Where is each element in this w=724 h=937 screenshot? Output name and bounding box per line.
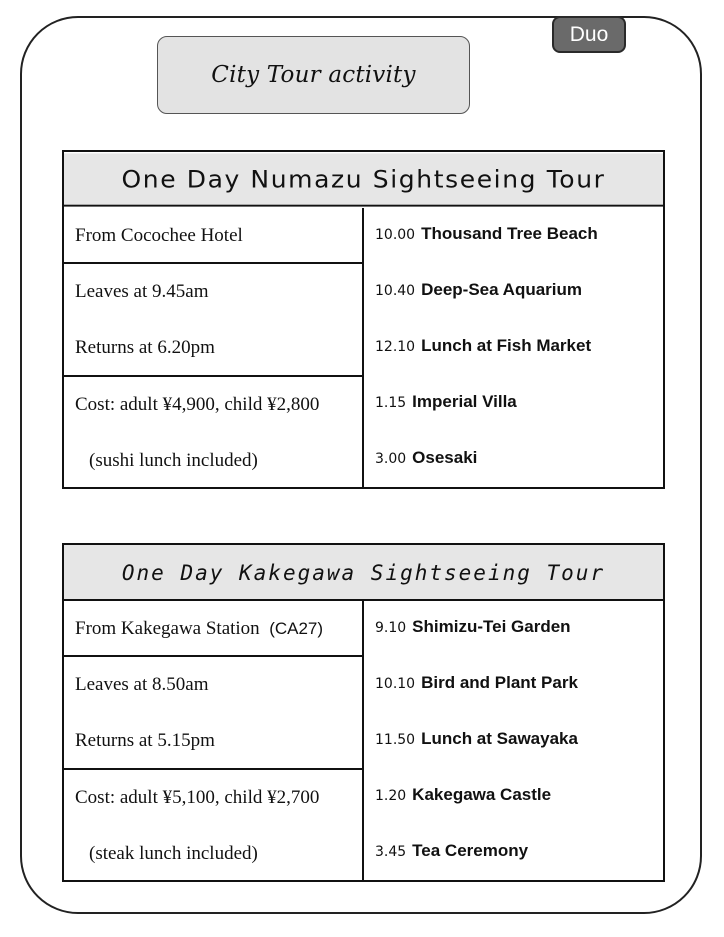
itinerary-stop [364,320,663,376]
stop-place: Deep-Sea Aquarium [421,280,583,299]
stop-place: Imperial Villa [412,392,517,411]
stop-time: 10.00 [375,227,416,243]
lunch-note: (steak lunch included) [89,843,258,864]
return-time: Returns at 5.15pm [75,730,215,751]
stop-place: Lunch at Fish Market [421,336,592,355]
itinerary-stop [364,208,663,264]
stop-time: 3.00 [375,451,407,467]
tour-times [64,657,362,770]
departure-text: From Cocochee Hotel [75,225,243,246]
tour-details [64,208,364,487]
itinerary-stop [364,601,663,657]
tour-title: One Day Kakegawa Sightseeing Tour [64,545,663,601]
lunch-note: (sushi lunch included) [89,450,258,471]
departure-point [64,601,362,657]
itinerary [364,601,663,880]
stop-time: 1.20 [375,788,407,804]
departure-point [64,208,362,264]
itinerary-stop [364,432,663,488]
tour-details [64,601,364,880]
stop-place: Kakegawa Castle [412,785,552,804]
itinerary-stop [364,769,663,825]
stop-place: Tea Ceremony [412,841,529,860]
stop-time: 12.10 [375,339,416,355]
tour-table-kakegawa [62,543,665,882]
tour-table-numazu [62,150,665,489]
stop-time: 1.15 [375,395,407,411]
return-time: Returns at 6.20pm [75,337,215,358]
duo-badge[interactable]: Duo [552,16,626,53]
stop-time: 9.10 [375,620,407,636]
stop-time: 10.40 [375,283,416,299]
tour-times [64,264,362,377]
cost-text: Cost: adult ¥5,100, child ¥2,700 [75,787,320,808]
stop-place: Lunch at Sawayaka [421,729,578,748]
itinerary-stop [364,376,663,432]
itinerary-stop [364,657,663,713]
stop-place: Thousand Tree Beach [421,224,598,243]
tour-title: One Day Numazu Sightseeing Tour [64,153,663,206]
stop-time: 11.50 [375,732,416,748]
stop-place: Bird and Plant Park [421,673,578,692]
tour-cost [64,770,362,880]
stop-place: Osesaki [412,448,478,467]
itinerary-stop [364,264,663,320]
cost-text: Cost: adult ¥4,900, child ¥2,800 [75,394,320,415]
tour-cost [64,377,362,487]
stop-time: 3.45 [375,844,407,860]
itinerary-stop [364,713,663,769]
leave-time: Leaves at 9.45am [75,281,209,302]
activity-title: City Tour activity [157,36,470,114]
itinerary [364,208,663,487]
station-code: (CA27) [269,619,324,638]
stop-place: Shimizu-Tei Garden [412,617,571,636]
stop-time: 10.10 [375,676,416,692]
leave-time: Leaves at 8.50am [75,674,209,695]
itinerary-stop [364,825,663,881]
departure-text: From Kakegawa Station [75,618,260,639]
